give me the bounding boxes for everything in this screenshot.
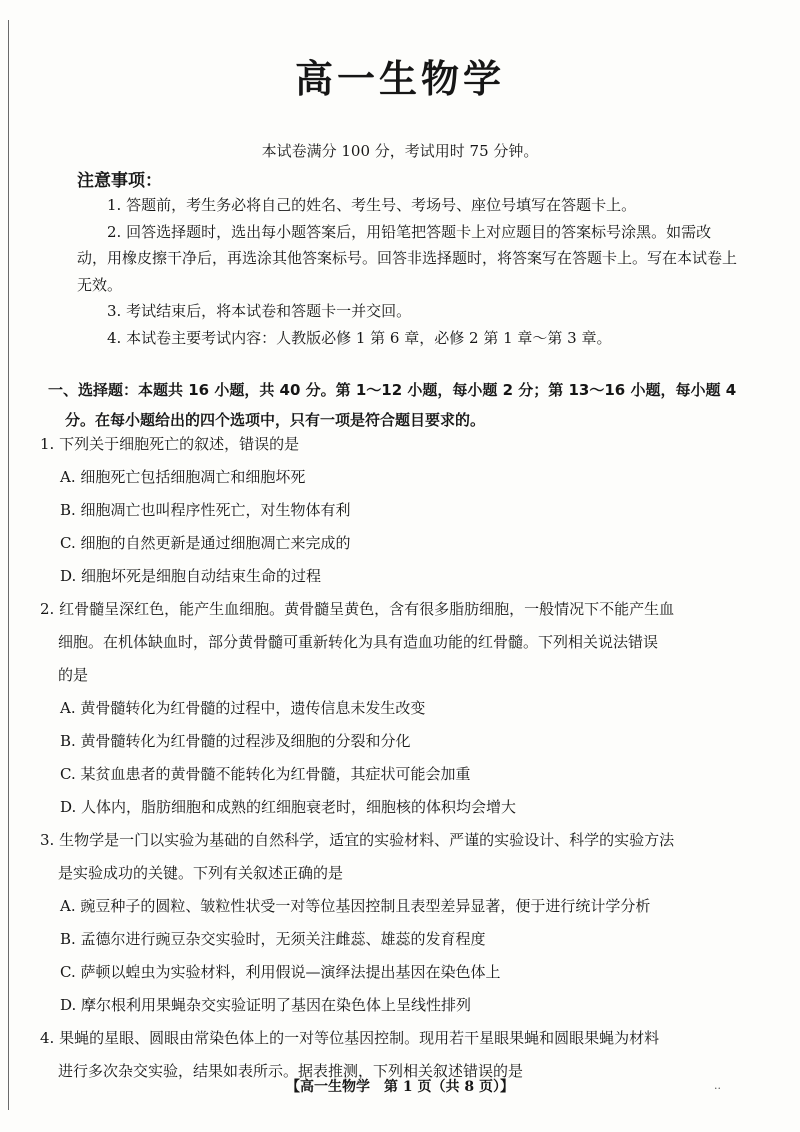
question-stem bbox=[40, 428, 750, 461]
question-3 bbox=[40, 824, 750, 1022]
option-d: D. 人体内，脂肪细胞和成熟的红细胞衰老时，细胞核的体积均会增大 bbox=[60, 798, 517, 816]
option-b: B. 黄骨髓转化为红骨髓的过程涉及细胞的分裂和分化 bbox=[60, 732, 411, 750]
question-stem bbox=[40, 824, 750, 890]
question-stem-line: 是实验成功的关键。下列有关叙述正确的是 bbox=[58, 864, 344, 882]
exam-info: 本试卷满分 100 分，考试用时 75 分钟。 bbox=[261, 142, 539, 160]
question-stem-line: 3. 生物学是一门以实验为基础的自然科学，适宜的实验材料、严谨的实验设计、科学的实验方法 bbox=[40, 831, 675, 849]
notice-item: 3. 考试结束后，将本试卷和答题卡一并交回。 bbox=[107, 302, 412, 320]
notice-list bbox=[77, 192, 737, 351]
question-stem-line: 2. 红骨髓呈深红色，能产生血细胞。黄骨髓呈黄色，含有很多脂肪细胞，一般情况下不能产生血 bbox=[40, 600, 675, 618]
notice-item: 1. 答题前，考生务必将自己的姓名、考生号、考场号、座位号填写在答题卡上。 bbox=[107, 196, 637, 214]
section-heading-line: 分。在每小题给出的四个选项中，只有一项是符合题目要求的。 bbox=[65, 411, 486, 429]
question-stem-line: 1. 下列关于细胞死亡的叙述，错误的是 bbox=[40, 435, 300, 453]
question-stem-line: 细胞。在机体缺血时，部分黄骨髓可重新转化为具有造血功能的红骨髓。下列相关说法错误 bbox=[58, 633, 659, 651]
section-heading-line: 一、选择题：本题共 16 小题，共 40 分。第 1～12 小题，每小题 2 分；第 13～16 小题，每小题 4 bbox=[48, 381, 737, 399]
section-heading bbox=[48, 375, 748, 435]
corner-mark: ·· bbox=[714, 1082, 721, 1095]
question-stem-line: 4. 果蝇的星眼、圆眼由常染色体上的一对等位基因控制。现用若干星眼果蝇和圆眼果蝇为材料 bbox=[40, 1029, 660, 1047]
option-b: B. 孟德尔进行豌豆杂交实验时，无须关注雌蕊、雄蕊的发育程度 bbox=[60, 930, 486, 948]
question-stem-line: 的是 bbox=[58, 666, 89, 684]
notice-item: 4. 本试卷主要考试内容：人教版必修 1 第 6 章，必修 2 第 1 章～第 3 章。 bbox=[107, 328, 612, 347]
question-1 bbox=[40, 428, 750, 593]
question-stem bbox=[40, 593, 750, 692]
option-b: B. 细胞凋亡也叫程序性死亡，对生物体有利 bbox=[60, 501, 351, 519]
page-footer: 【高一生物学 第 1 页（共 8 页）】 bbox=[286, 1079, 514, 1095]
question-2 bbox=[40, 593, 750, 824]
option-c: C. 某贫血患者的黄骨髓不能转化为红骨髓，其症状可能会加重 bbox=[60, 765, 471, 783]
option-d: D. 摩尔根利用果蝇杂交实验证明了基因在染色体上呈线性排列 bbox=[60, 996, 472, 1014]
notice-item: 2. 回答选择题时，选出每小题答案后，用铅笔把答题卡上对应题目的答案标号涂黑。如需改动，用橡皮擦干净后，再选涂其他答案标号。回答非选择题时，将答案写在答题卡上。写在本试卷上无效。 bbox=[77, 222, 738, 294]
page-title: 高一生物学 bbox=[294, 57, 505, 101]
question-list bbox=[40, 428, 750, 1088]
notice-heading: 注意事项： bbox=[77, 171, 162, 191]
option-a: A. 细胞死亡包括细胞凋亡和细胞坏死 bbox=[60, 468, 306, 486]
option-c: C. 细胞的自然更新是通过细胞凋亡来完成的 bbox=[60, 534, 351, 552]
option-a: A. 豌豆种子的圆粒、皱粒性状受一对等位基因控制且表型差异显著，便于进行统计学分析 bbox=[60, 897, 651, 915]
option-a: A. 黄骨髓转化为红骨髓的过程中，遗传信息未发生改变 bbox=[60, 699, 426, 717]
option-c: C. 萨顿以蝗虫为实验材料，利用假说—演绎法提出基因在染色体上 bbox=[60, 963, 501, 981]
option-d: D. 细胞坏死是细胞自动结束生命的过程 bbox=[60, 567, 322, 585]
question-stem-line: 进行多次杂交实验，结果如表所示。据表推测，下列相关叙述错误的是 bbox=[58, 1062, 524, 1080]
